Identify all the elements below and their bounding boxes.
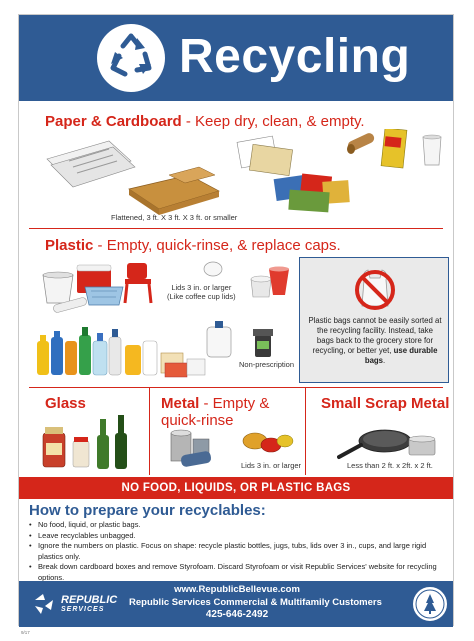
plastic-bag-notice — [299, 257, 449, 383]
howto-title: How to prepare your recyclables: — [29, 502, 266, 519]
paper-caption: Flattened, 3 ft. X 3 ft. X 3 ft. or smaller — [111, 213, 238, 222]
list-item: • No food, liquid, or plastic bags. — [29, 520, 449, 531]
plastic-heading-label: Plastic — [45, 237, 94, 254]
milk-jug-icon — [207, 321, 231, 357]
page-title: Recycling — [179, 30, 411, 83]
newspaper-icon — [47, 141, 135, 187]
tin-can-icon — [171, 430, 212, 468]
plastic-cup-icon — [269, 267, 289, 296]
warning-banner-text: NO FOOD, LIQUIDS, OR PLASTIC BAGS — [121, 482, 351, 494]
magazines-icon — [237, 136, 350, 212]
metal-subheading-2: quick-rinse — [161, 412, 234, 429]
plastic-tub-icon — [251, 276, 271, 297]
list-item: • Leave recyclables unbagged. — [29, 531, 449, 542]
scrap-metal-heading: Small Scrap Metal — [321, 395, 450, 412]
footer-website[interactable]: www.RepublicBellevue.com — [174, 584, 300, 595]
glass-bottle-icon — [97, 415, 127, 469]
metal-pot-icon — [409, 436, 435, 455]
scrap-metal-caption: Less than 2 ft. x 2ft. x 2 ft. — [347, 461, 433, 470]
paper-cardboard-illustration — [39, 129, 449, 225]
plastic-bag-text-part2: . — [383, 356, 386, 365]
republic-services-logo — [31, 590, 131, 620]
republic-brand-text: REPUBLIC — [61, 594, 118, 606]
footer-phone: 425-646-2492 — [205, 609, 269, 620]
document-code: 9/17 — [21, 630, 30, 635]
plastic-lids-caption-line2: (Like coffee cup lids) — [167, 292, 236, 301]
cardboard-box-icon — [129, 167, 219, 215]
metal-heading — [161, 395, 269, 429]
glass-jar-icon — [43, 427, 65, 467]
laundry-basket-icon — [85, 287, 123, 305]
list-item: • Ignore the numbers on plastic. Focus on shape: recycle plastic bottles, jugs, tubs, lids over 3 in., cups, and large rigid plastics only. — [29, 541, 449, 562]
paper-heading — [45, 113, 365, 130]
metal-heading-label: Metal — [161, 395, 200, 412]
republic-services-logo-icon — [31, 592, 57, 616]
bucket-icon — [43, 272, 73, 303]
metal-lids-icon — [243, 433, 293, 452]
frying-pan-icon — [339, 430, 411, 457]
paper-cup-icon — [423, 135, 441, 165]
plastic-lid-icon — [204, 262, 222, 276]
cereal-box-icon — [381, 129, 407, 168]
column-divider — [305, 387, 306, 475]
plastic-bottles-icon — [37, 327, 157, 375]
warning-banner — [19, 477, 453, 499]
poster-header — [19, 15, 453, 101]
list-item: • Break down cardboard boxes and remove Styrofoam. Discard Styrofoam or visit Republic Services' website for recycling options. — [29, 562, 449, 583]
services-brand-text: SERVICES — [61, 606, 105, 613]
plastic-bag-text-bold: use durable bags — [364, 346, 438, 365]
metal-lids-caption: Lids 3 in. or larger — [241, 461, 302, 470]
plastic-subheading: - Empty, quick-rinse, & replace caps. — [93, 237, 341, 254]
section-divider — [29, 387, 443, 388]
footer-customers-line: Republic Services Commercial & Multifamily Customers — [129, 596, 382, 608]
glass-jar-icon — [73, 437, 89, 467]
paper-roll-icon — [346, 132, 376, 154]
recycling-poster — [18, 14, 454, 626]
section-divider — [29, 228, 443, 229]
paper-heading-label: Paper & Cardboard — [45, 113, 182, 130]
plastic-heading — [45, 237, 341, 254]
footer — [19, 581, 453, 627]
plastic-bag-text-part1: Plastic bags cannot be easily sorted at the recycling facility. Instead, take bags back to the grocery store for recycling, or better yet, — [308, 316, 442, 355]
scrap-metal-illustration — [337, 417, 443, 461]
howto-list — [29, 520, 449, 583]
paper-subheading: - Keep dry, clean, & empty. — [181, 113, 365, 130]
glass-heading: Glass — [45, 395, 86, 412]
pill-bottle-icon — [253, 329, 273, 357]
food-containers-icon — [161, 353, 205, 377]
no-plastic-bag-icon — [350, 264, 400, 312]
footer-contact — [129, 584, 382, 622]
plastic-chair-icon — [125, 263, 151, 303]
metal-subheading-1: - Empty & — [199, 395, 270, 412]
nonprescription-caption: Non-prescription — [239, 360, 295, 369]
glass-illustration — [37, 411, 145, 473]
recycle-icon — [97, 24, 165, 92]
column-divider — [149, 387, 150, 475]
plastic-lids-caption — [167, 283, 236, 301]
city-of-bellevue-seal-icon — [411, 585, 449, 623]
plastic-bag-text — [308, 316, 442, 366]
plastic-lids-caption-line1: Lids 3 in. or larger — [171, 283, 232, 292]
